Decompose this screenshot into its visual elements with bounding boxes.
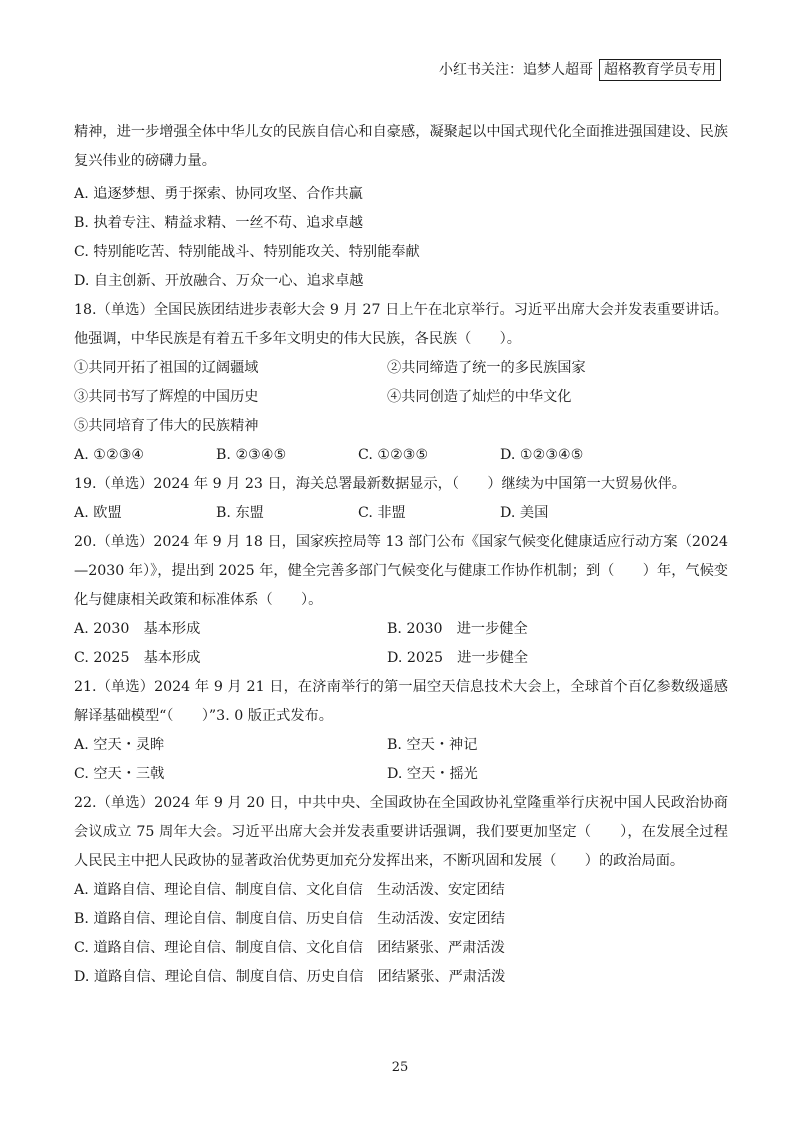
q21-options-row-1 — [74, 731, 728, 760]
q19-options — [74, 499, 728, 528]
q17-option-c: C. 特别能吃苦、特别能战斗、特别能攻关、特别能奉献 — [74, 244, 420, 260]
page-header — [439, 59, 721, 81]
q18-item-5: ⑤共同培育了伟大的民族精神 — [74, 418, 259, 434]
q18-item-2: ②共同缔造了统一的多民族国家 — [387, 360, 586, 376]
q22-option-d: D. 道路自信、理论自信、制度自信、历史自信 团结紧张、严肃活泼 — [74, 969, 506, 985]
q18-item-4: ④共同创造了灿烂的中华文化 — [387, 389, 572, 405]
q17-option-a: A. 追逐梦想、勇于探索、协同攻坚、合作共赢 — [74, 186, 363, 202]
q21-option-c: C. 空天・三戟 — [74, 766, 165, 782]
q20-option-d: D. 2025 进一步健全 — [387, 650, 529, 666]
q19-option-c: C. 非盟 — [358, 505, 406, 521]
q18-item-1: ①共同开拓了祖国的辽阔疆域 — [74, 360, 259, 376]
page-number: 25 — [391, 1060, 409, 1075]
q19-option-b: B. 东盟 — [216, 505, 264, 521]
q20-options-row-2 — [74, 644, 728, 673]
q18-option-d: D. ①②③④⑤ — [500, 447, 584, 463]
q22-option-b: B. 道路自信、理论自信、制度自信、历史自信 生动活泼、安定团结 — [74, 911, 505, 927]
q18-option-b: B. ②③④⑤ — [216, 447, 287, 463]
q21-option-d: D. 空天・摇光 — [387, 766, 478, 782]
document-body — [74, 118, 728, 992]
q22-option-a: A. 道路自信、理论自信、制度自信、文化自信 生动活泼、安定团结 — [74, 882, 505, 898]
q18-options — [74, 441, 728, 470]
q21-option-b: B. 空天・神记 — [387, 737, 478, 753]
q19-stem: 19.（单选）2024 年 9 月 23 日，海关总署最新数据显示，（ ）继续为中国第一大贸易伙伴。 — [74, 476, 686, 492]
q20-option-a: A. 2030 基本形成 — [74, 621, 201, 637]
q20-option-c: C. 2025 基本形成 — [74, 650, 201, 666]
header-text: 小红书关注：追梦人超哥 — [439, 62, 593, 78]
q17-option-d: D. 自主创新、开放融合、万众一心、追求卓越 — [74, 273, 364, 289]
q18-items-row-1 — [74, 354, 728, 383]
q21-options-row-2 — [74, 760, 728, 789]
q20-stem: 20.（单选）2024 年 9 月 18 日，国家疾控局等 13 部门公布《国家气候变化健康适应行动方案（2024—2030 年）》，提出到 2025 年，健全完善多部门气候变化与健康工作协作机制；到（ ）年，气候变化与健康相关政策和标准体系（ ）。 — [74, 534, 728, 608]
q21-stem: 21.（单选）2024 年 9 月 21 日，在济南举行的第一届空天信息技术大会上，全球首个百亿参数级遥感解译基础模型“（ ）”3. 0 版正式发布。 — [74, 679, 728, 724]
q20-option-b: B. 2030 进一步健全 — [387, 621, 528, 637]
q17-stem: 精神，进一步增强全体中华儿女的民族自信心和自豪感，凝聚起以中国式现代化全面推进强国建设、民族复兴伟业的磅礴力量。 — [74, 124, 728, 169]
q20-options-row-1 — [74, 615, 728, 644]
q17-option-b: B. 执着专注、精益求精、一丝不苟、追求卓越 — [74, 215, 364, 231]
q18-items-row-2 — [74, 383, 728, 412]
q19-option-d: D. 美国 — [500, 505, 549, 521]
header-boxed-label: 超格教育学员专用 — [599, 59, 721, 81]
q22-option-c: C. 道路自信、理论自信、制度自信、文化自信 团结紧张、严肃活泼 — [74, 940, 505, 956]
q18-stem: 18.（单选）全国民族团结进步表彰大会 9 月 27 日上午在北京举行。习近平出席大会并发表重要讲话。他强调，中华民族是有着五千多年文明史的伟大民族，各民族（ ）。 — [74, 302, 728, 347]
q22-stem: 22.（单选）2024 年 9 月 20 日，中共中央、全国政协在全国政协礼堂隆重举行庆祝中国人民政治协商会议成立 75 周年大会。习近平出席大会并发表重要讲话强调，我们要更加坚定（ ），在发展全过程人民民主中把人民政协的显著政治优势更加充分发挥出来，不断巩固和发展（ ）的政治局面。 — [74, 795, 728, 869]
q18-option-c: C. ①②③⑤ — [358, 447, 429, 463]
q19-option-a: A. 欧盟 — [74, 505, 122, 521]
q21-option-a: A. 空天・灵眸 — [74, 737, 165, 753]
q18-item-3: ③共同书写了辉煌的中国历史 — [74, 389, 259, 405]
q18-option-a: A. ①②③④ — [74, 447, 145, 463]
